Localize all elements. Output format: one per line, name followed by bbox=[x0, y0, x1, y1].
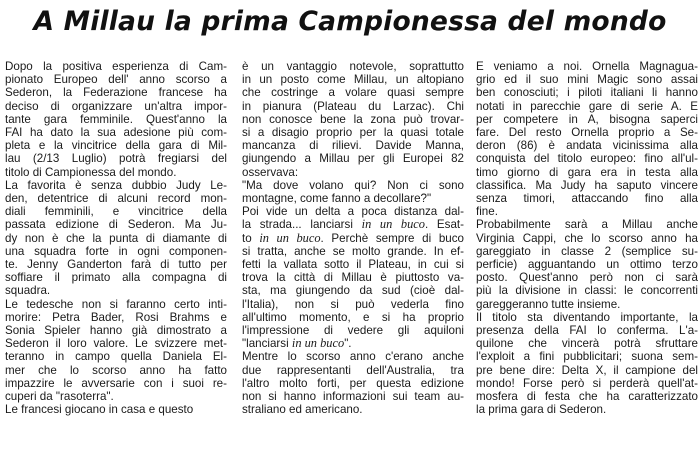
text-line: "Ma dove volano qui? Non ci sono bbox=[242, 178, 464, 192]
text-line: cuperi da "rasoterra". bbox=[5, 390, 114, 404]
text-line: si a disagio proprio per la quasi totale bbox=[242, 126, 464, 140]
text-line: presenza della FAI lo conferma. L'a- bbox=[476, 324, 698, 338]
text-line: E veniamo a noi. Ornella Magnagua- bbox=[476, 60, 698, 73]
text-line: tante gara femminile. Quest'anno la bbox=[5, 112, 227, 126]
text-line: Le francesi giocano in casa e questo bbox=[5, 403, 194, 417]
text-line: Dopo la positiva esperienza di Cam- bbox=[5, 60, 227, 73]
text-line: La favorita è senza dubbio Judy Le- bbox=[5, 178, 227, 192]
text-line: pionato Europeo dell' anno scorso a bbox=[5, 73, 227, 87]
text-line: diali femminili, e vincitrice della bbox=[5, 205, 227, 219]
text-line: Le tedesche non si faranno certo inti- bbox=[5, 297, 227, 311]
text-line: straliano ed americano. bbox=[242, 403, 363, 417]
text-line: quilone che vincerà potrà sfruttare bbox=[476, 337, 698, 351]
text-line: l'altro molto forti, per questa edizione bbox=[242, 376, 464, 390]
text-line: si tratta, anche se molto grande. In ef- bbox=[242, 244, 464, 258]
text-line: impazzire le avversarie con i suoi re- bbox=[5, 376, 227, 390]
text-line: mosfera di festa che ha caratterizzato bbox=[476, 390, 698, 404]
text-line: sta, ma giungendo da sud (cioè dal- bbox=[242, 284, 464, 298]
text-line: deciso di organizzare un'altra impor- bbox=[5, 99, 227, 113]
text-line: notati in parecchie gare di serie A. E bbox=[476, 99, 698, 113]
text-line: osservava: bbox=[242, 165, 299, 179]
text-line: l'Italia), non si può vederla fino bbox=[242, 297, 464, 311]
emphasis-text: in un buco bbox=[291, 336, 345, 351]
text-line: pleta e la vincitrice della gara di Mil- bbox=[5, 139, 227, 153]
text-line: più la divisione in classi: le concorrenti bbox=[476, 284, 698, 298]
text-line: per competere in A, bisogna saperci bbox=[476, 112, 698, 126]
text-line: fare. Del resto Ornella proprio a Se- bbox=[476, 126, 698, 140]
text-line: all'ultimo momento, e si ha proprio bbox=[242, 310, 464, 324]
text-line: che costringe a volare quasi sempre bbox=[242, 86, 464, 100]
text-line: conquista del titolo europeo: fino all'ul- bbox=[476, 152, 698, 166]
text-line: montagne, come fanno a decollare?" bbox=[242, 192, 432, 206]
text-line: Probabilmente sarà a Millau anche bbox=[476, 218, 698, 232]
article-column-3 bbox=[476, 60, 698, 454]
text-line: classifica. Ma Judy ha saputo vincere bbox=[476, 178, 698, 192]
text-line: due rappresentanti dell'Australia, tra bbox=[242, 363, 464, 377]
text-line: in pianura (Plateau du Larzac). Chi bbox=[242, 99, 464, 113]
text-line: te. Jenny Ganderton farà di tutto per bbox=[5, 258, 227, 272]
text-line: Poi vide un delta a poca distanza dal- bbox=[242, 205, 464, 219]
text-line: dy non è che la punta di diamante di bbox=[5, 231, 227, 245]
text-line: teranno in campo quella Daniela El- bbox=[5, 350, 227, 364]
text-line: l'exploit a fini pubblicitari; suona sem- bbox=[476, 350, 698, 364]
text-line: fetti la vallata sotto il Plateau, in cui si bbox=[242, 258, 464, 272]
text-line: Sederon, la Federazione francese ha bbox=[5, 86, 227, 100]
text-line: mancanza di rilievi. Davide Manna, bbox=[242, 139, 464, 153]
text-line: pre bene dire: Delta X, il campione del bbox=[476, 363, 698, 377]
text-line: FAI ha dato la sua adesione più com- bbox=[5, 126, 227, 140]
text-line: è un vantaggio notevole, soprattutto bbox=[242, 60, 464, 73]
text-line: gareggiato in classe 2 (semplice su- bbox=[476, 244, 698, 258]
text-line: titolo di Campionessa del mondo. bbox=[5, 165, 177, 179]
text-line: fine. bbox=[476, 205, 498, 219]
text-line: to in un buco. Perchè sempre di buco bbox=[242, 230, 464, 245]
emphasis-text: in un buco bbox=[259, 230, 321, 245]
text-line: grio ed il suo mini Magic sono assai bbox=[476, 73, 698, 87]
article-column-1 bbox=[5, 60, 227, 454]
text-line: Sederon il loro valore. Le svizzere met- bbox=[5, 337, 227, 351]
text-line: lau (2/13 Luglio) potrà fregiarsi del bbox=[5, 152, 227, 166]
text-line: la prima gara di Sederon. bbox=[476, 403, 607, 417]
text-line: soffiare il primato alla compagna di bbox=[5, 271, 227, 285]
text-line: una squadra forte in ogni componen- bbox=[5, 244, 227, 258]
text-line: deron (86) è andata vicinissima alla bbox=[476, 139, 698, 153]
text-line: ben conosciuti; i piloti italiani li hanno bbox=[476, 86, 698, 100]
text-line: Virginia Cappi, che lo scorso anno ha bbox=[476, 231, 698, 245]
text-line: in un posto come Millau, un altopiano bbox=[242, 73, 464, 87]
text-line: "lanciarsi in un buco". bbox=[242, 336, 352, 351]
text-line: den, detentrice di alcuni record mon- bbox=[5, 192, 227, 206]
text-line: morire: Petra Bader, Rosi Brahms e bbox=[5, 310, 227, 324]
text-line: non si hanno informazioni sui team au- bbox=[242, 390, 464, 404]
text-line: Il titolo sta diventando importante, la bbox=[476, 310, 698, 324]
text-line: perficie) agguantando un ottimo terzo bbox=[476, 258, 698, 272]
text-line: non conosce bene la zona può trovar- bbox=[242, 112, 464, 126]
text-line: la strada... lanciarsi in un buco. Esat- bbox=[242, 217, 464, 232]
text-line: l'impressione di vedere gli aquiloni bbox=[242, 324, 464, 338]
text-line: trova la città di Millau è piuttosto va- bbox=[242, 271, 464, 285]
text-line: Sonia Spieler hanno già dimostrato a bbox=[5, 324, 227, 338]
text-line: squadra. bbox=[5, 284, 51, 298]
text-line: passata edizione di Sederon. Ma Ju- bbox=[5, 218, 227, 232]
text-line: gareggeranno tutte insieme. bbox=[476, 297, 621, 311]
emphasis-text: in un buco bbox=[361, 217, 425, 232]
text-line: mer che lo scorso anno ha fatto bbox=[5, 363, 227, 377]
text-line: Mentre lo scorso anno c'erano anche bbox=[242, 350, 464, 364]
article-column-2 bbox=[242, 60, 464, 454]
text-line: giungendo a Millau per gli Europei 82 bbox=[242, 152, 464, 166]
text-line: timo giorno di gara era in testa alla bbox=[476, 165, 698, 179]
article-headline: A Millau la prima Campionessa del mondo bbox=[33, 6, 667, 37]
text-line: posto. Quest'anno però non ci sarà bbox=[476, 271, 698, 285]
text-line: senza timori, attaccando fino alla bbox=[476, 192, 698, 206]
text-line: mondo! Forse però si perderà quell'at- bbox=[476, 376, 698, 390]
